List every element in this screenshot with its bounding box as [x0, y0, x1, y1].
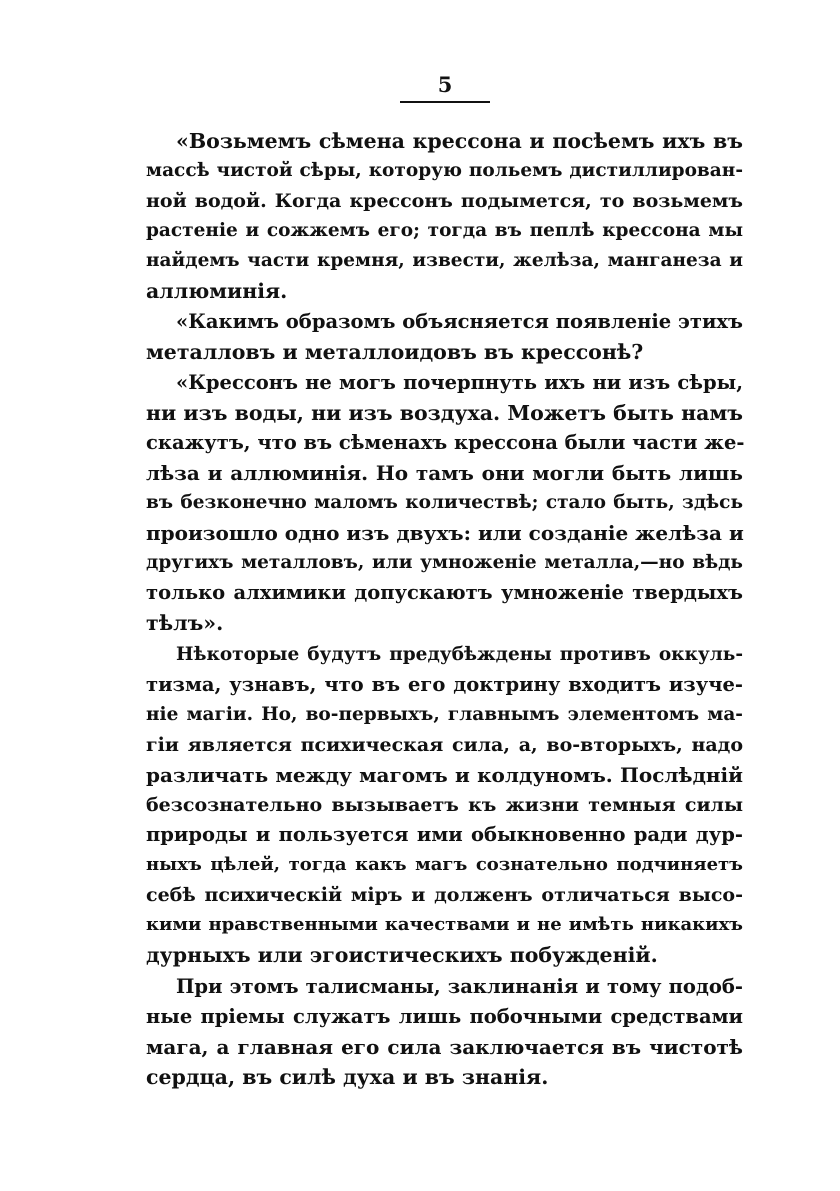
text-line: При этомъ талисманы, заклинанія и тому подоб- [176, 975, 743, 998]
text-line: дурныхъ или эгоистическихъ побужденій. [146, 943, 658, 967]
text-line: себѣ психическій міръ и долженъ отличаться высо- [146, 884, 743, 906]
text-line: природы и пользуется ими обыкновенно ради дур- [146, 823, 743, 846]
text-line: только алхимики допускаютъ умноженіе твердыхъ [146, 581, 743, 604]
text-line: ной водой. Когда крессонъ подымется, то возьмемъ [146, 190, 743, 212]
text-line: сердца, въ силѣ духа и въ знанія. [146, 1065, 549, 1089]
text-line: мага, а главная его сила заключается въ чистотѣ [146, 1035, 743, 1059]
text-line: произошло одно изъ двухъ: или созданіе желѣза и [146, 521, 744, 545]
text-line: «Крессонъ не могъ почерпнуть ихъ ни изъ сѣры, [176, 371, 743, 394]
text-line: ныхъ цѣлей, тогда какъ магъ сознательно подчиняетъ [146, 854, 743, 875]
text-line: массѣ чистой сѣры, которую польемъ дистиллирован- [146, 160, 743, 181]
text-line: безсознательно вызываетъ къ жизни темныя силы [146, 794, 743, 816]
text-line: скажутъ, что въ сѣменахъ крессона были части же- [146, 431, 745, 454]
text-line: въ безконечно маломъ количествѣ; стало быть, здѣсь [146, 492, 743, 513]
text-line: тизма, узнавъ, что въ его доктрину входитъ изуче- [146, 673, 743, 696]
text-line: металловъ и металлоидовъ въ крессонѣ? [146, 340, 644, 364]
text-line: ніе магіи. Но, во-первыхъ, главнымъ элементомъ ма- [146, 704, 743, 725]
text-line: найдемъ части кремня, извести, желѣза, манганеза и [146, 250, 743, 271]
text-line: различать между магомъ и колдуномъ. Послѣдній [146, 763, 743, 787]
text-line: лѣза и аллюминія. Но тамъ они могли быть лишь [146, 461, 743, 485]
text-line: другихъ металловъ, или умноженіе металла,—но вѣдь [146, 552, 743, 573]
text-line: «Какимъ образомъ объясняется появленіе этихъ [176, 310, 743, 333]
text-line: ные пріемы служатъ лишь побочными средствами [146, 1005, 743, 1028]
text-line: Нѣкоторые будутъ предубѣждены противъ оккуль- [176, 644, 743, 665]
text-line: ни изъ воды, ни изъ воздуха. Можетъ быть намъ [146, 401, 743, 425]
page-number: 5 [437, 72, 453, 97]
page-number-rule [400, 101, 490, 103]
text-line: тѣлъ». [146, 611, 224, 635]
text-line: аллюминія. [146, 279, 288, 303]
text-line: растеніе и сожжемъ его; тогда въ пеплѣ крессона мы [146, 220, 743, 241]
text-line: «Возьмемъ сѣмена крессона и посѣемъ ихъ въ [176, 129, 743, 153]
text-line: кими нравственными качествами и не имѣть никакихъ [146, 914, 743, 935]
text-line: гіи является психическая сила, а, во-вторыхъ, надо [146, 734, 743, 756]
